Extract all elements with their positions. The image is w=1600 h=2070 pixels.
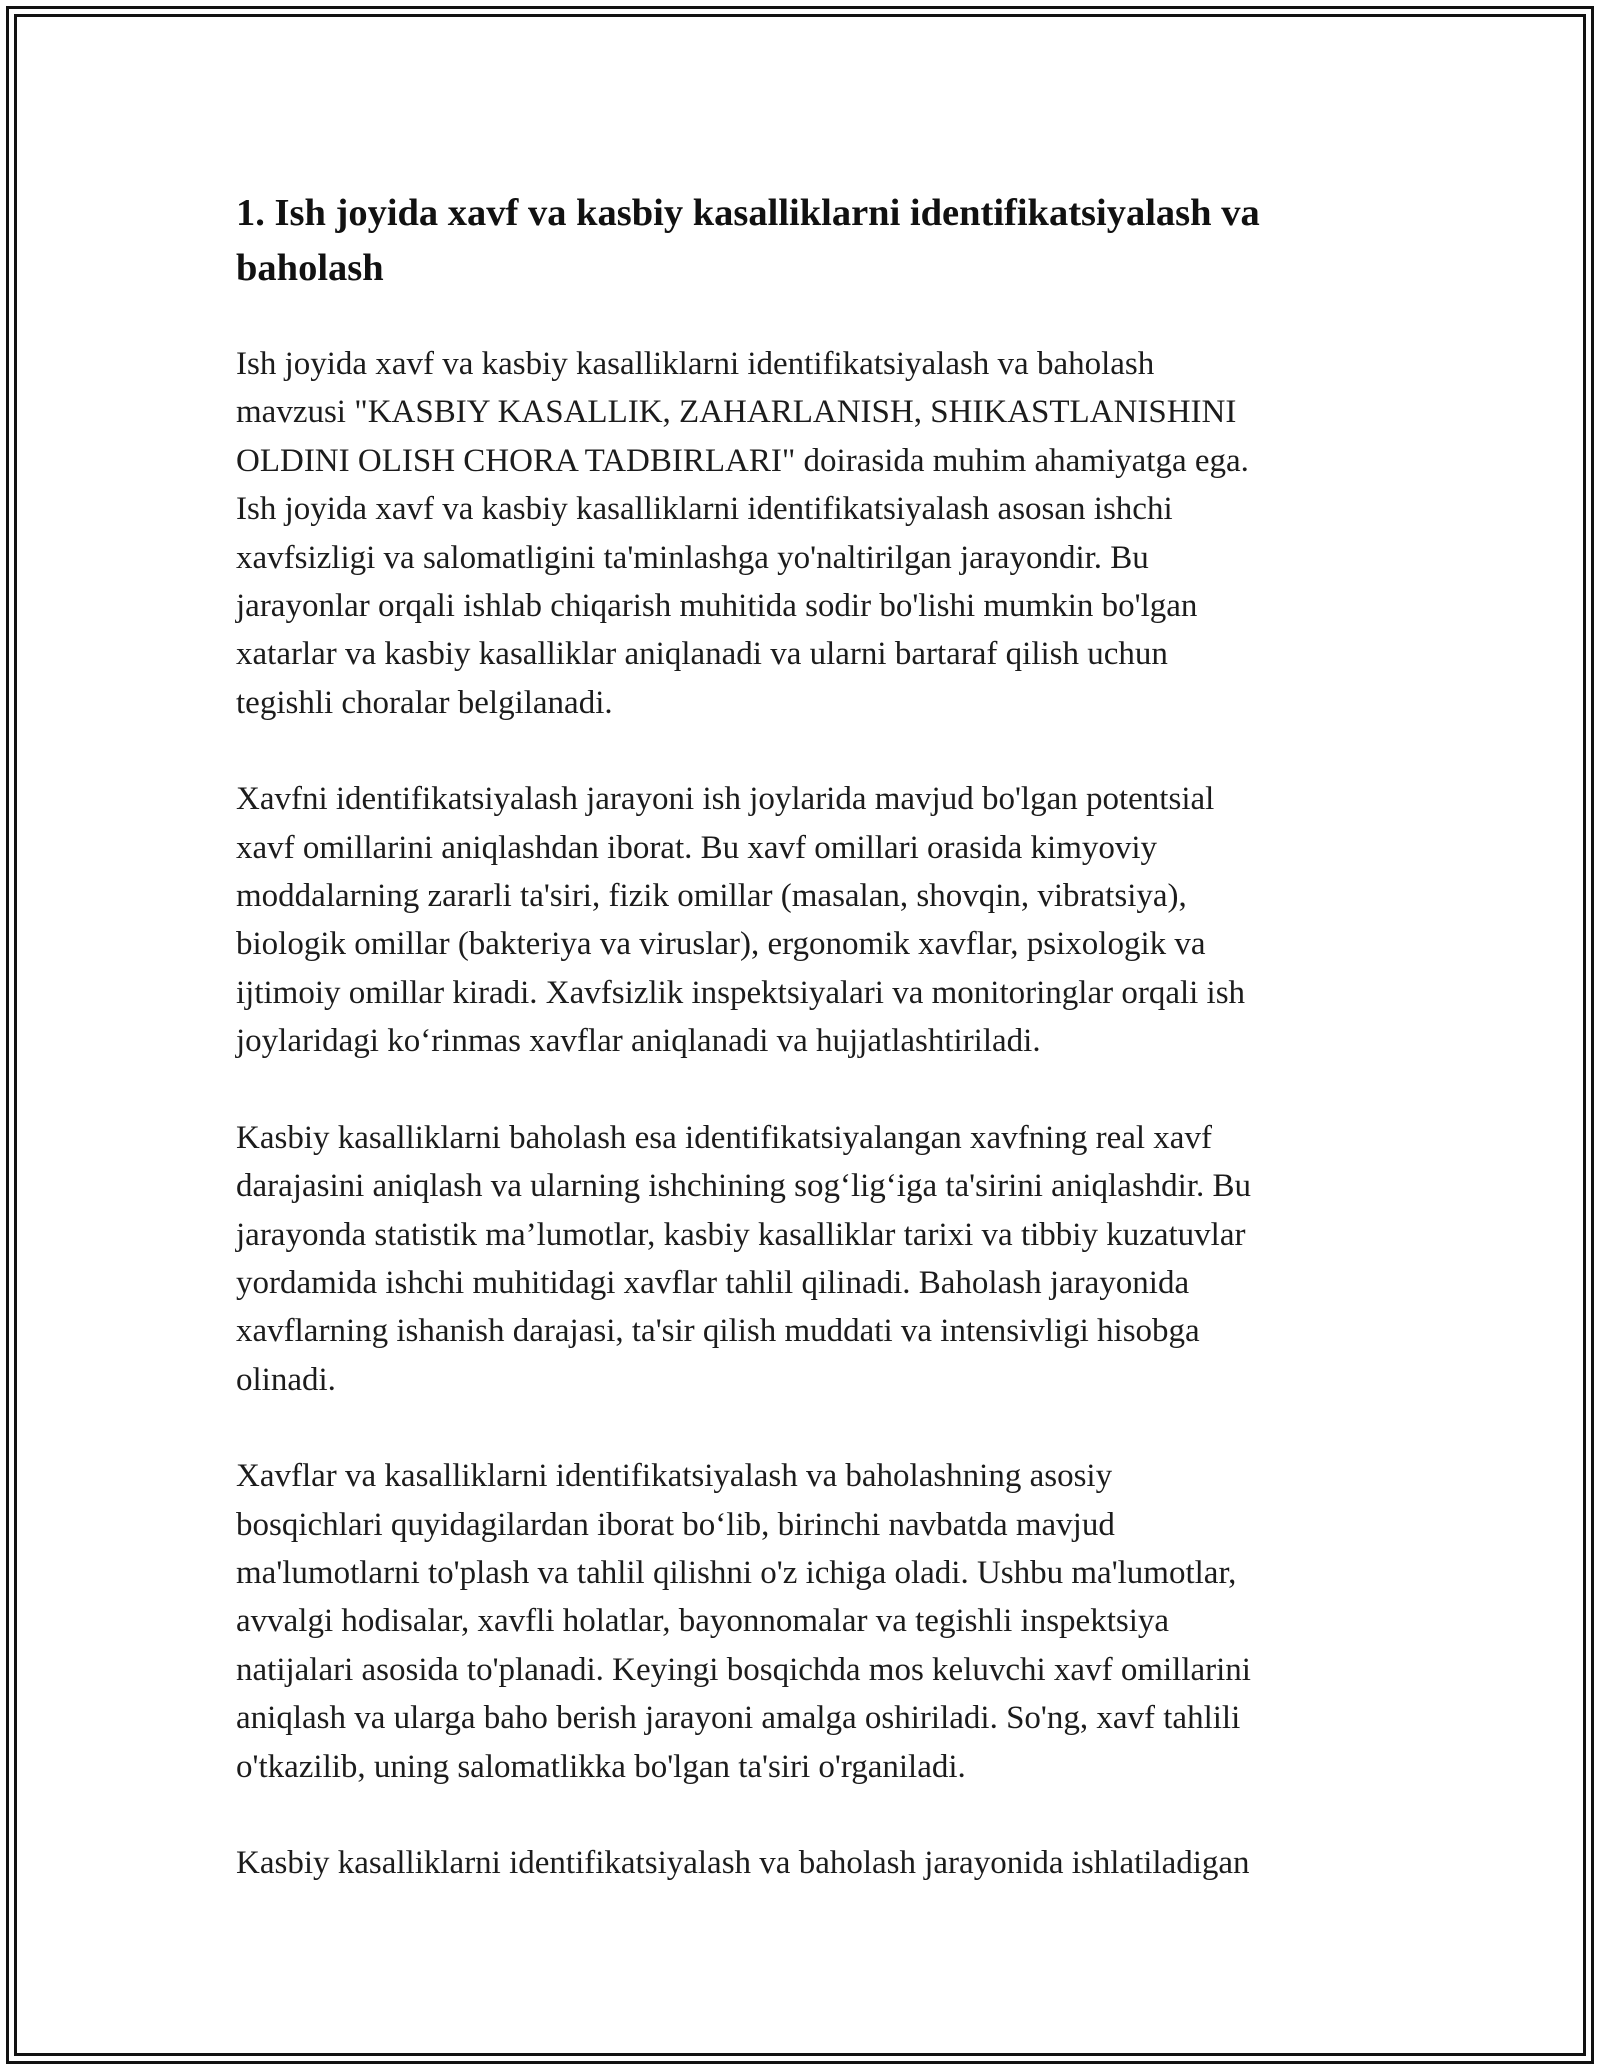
text-line: natijalari asosida to'planadi. Keyingi bosqichda mos keluvchi xavf omillarini xyxy=(236,1651,1251,1688)
document-body xyxy=(236,186,1376,1887)
paragraph-hazard-identification xyxy=(236,775,1376,1065)
text-line: darajasini aniqlash va ularning ishchining sog‘lig‘iga ta'sirini aniqlashdir. Bu xyxy=(236,1168,1252,1205)
text-line: Kasbiy kasalliklarni baholash esa identifikatsiyalangan xavfning real xavf xyxy=(236,1119,1212,1156)
text-line: OLDINI OLISH CHORA TADBIRLARI" doirasida muhim ahamiyatga ega. xyxy=(236,442,1249,479)
paragraph-methods-start xyxy=(236,1839,1376,1887)
text-line: xatarlar va kasbiy kasalliklar aniqlanadi va ularni bartaraf qilish uchun xyxy=(236,636,1168,673)
text-line: bosqichlari quyidagilardan iborat bo‘lib, birinchi navbatda mavjud xyxy=(236,1506,1115,1543)
text-line: xavfsizligi va salomatligini ta'minlashga yo'naltirilgan jarayondir. Bu xyxy=(236,539,1149,576)
text-line: ijtimoiy omillar kiradi. Xavfsizlik inspektsiyalari va monitoringlar orqali ish xyxy=(236,974,1246,1011)
paragraph-disease-assessment xyxy=(236,1114,1376,1404)
text-line: mavzusi "KASBIY KASALLIK, ZAHARLANISH, SHIKASTLANISHINI xyxy=(236,394,1237,431)
text-line: Xavflar va kasalliklarni identifikatsiyalash va baholashning asosiy xyxy=(236,1458,1113,1495)
text-line: moddalarning zararli ta'siri, fizik omillar (masalan, shovqin, vibratsiya), xyxy=(236,878,1187,915)
text-line: o'tkazilib, uning salomatlikka bo'lgan ta'siri o'rganiladi. xyxy=(236,1748,966,1785)
text-line: Ish joyida xavf va kasbiy kasalliklarni identifikatsiyalash asosan ishchi xyxy=(236,491,1173,528)
text-line: joylaridagi ko‘rinmas xavflar aniqlanadi va hujjatlashtiriladi. xyxy=(236,1023,1041,1060)
section-heading: 1. Ish joyida xavf va kasbiy kasalliklarni identifikatsiyalash va baholash xyxy=(236,192,1260,289)
text-line: jarayonlar orqali ishlab chiqarish muhitida sodir bo'lishi mumkin bo'lgan xyxy=(236,588,1198,625)
text-line: olinadi. xyxy=(236,1361,336,1398)
text-line: xavf omillarini aniqlashdan iborat. Bu xavf omillari orasida kimyoviy xyxy=(236,829,1158,866)
text-line: tegishli choralar belgilanadi. xyxy=(236,684,613,721)
text-line: ma'lumotlarni to'plash va tahlil qilishni o'z ichiga oladi. Ushbu ma'lumotlar, xyxy=(236,1554,1237,1591)
text-line: avvalgi hodisalar, xavfli holatlar, bayonnomalar va tegishli inspektsiya xyxy=(236,1603,1170,1640)
text-line: Kasbiy kasalliklarni identifikatsiyalash va baholash jarayonida ishlatiladigan xyxy=(236,1844,1250,1881)
text-line: Ish joyida xavf va kasbiy kasalliklarni identifikatsiyalash va baholash xyxy=(236,346,1155,382)
text-line: Xavfni identifikatsiyalash jarayoni ish joylarida mavjud bo'lgan potentsial xyxy=(236,781,1215,818)
text-line: jarayonda statistik ma’lumotlar, kasbiy kasalliklar tarixi va tibbiy kuzatuvlar xyxy=(236,1216,1246,1253)
text-line: yordamida ishchi muhitidagi xavflar tahlil qilinadi. Baholash jarayonida xyxy=(236,1264,1190,1301)
paragraph-intro xyxy=(236,340,1376,727)
text-line: xavflarning ishanish darajasi, ta'sir qilish muddati va intensivligi hisobga xyxy=(236,1313,1200,1350)
text-line: aniqlash va ularga baho berish jarayoni amalga oshiriladi. So'ng, xavf tahlili xyxy=(236,1700,1241,1737)
paragraph-assessment-stages xyxy=(236,1452,1376,1791)
text-line: biologik omillar (bakteriya va viruslar), ergonomik xavflar, psixologik va xyxy=(236,926,1206,963)
